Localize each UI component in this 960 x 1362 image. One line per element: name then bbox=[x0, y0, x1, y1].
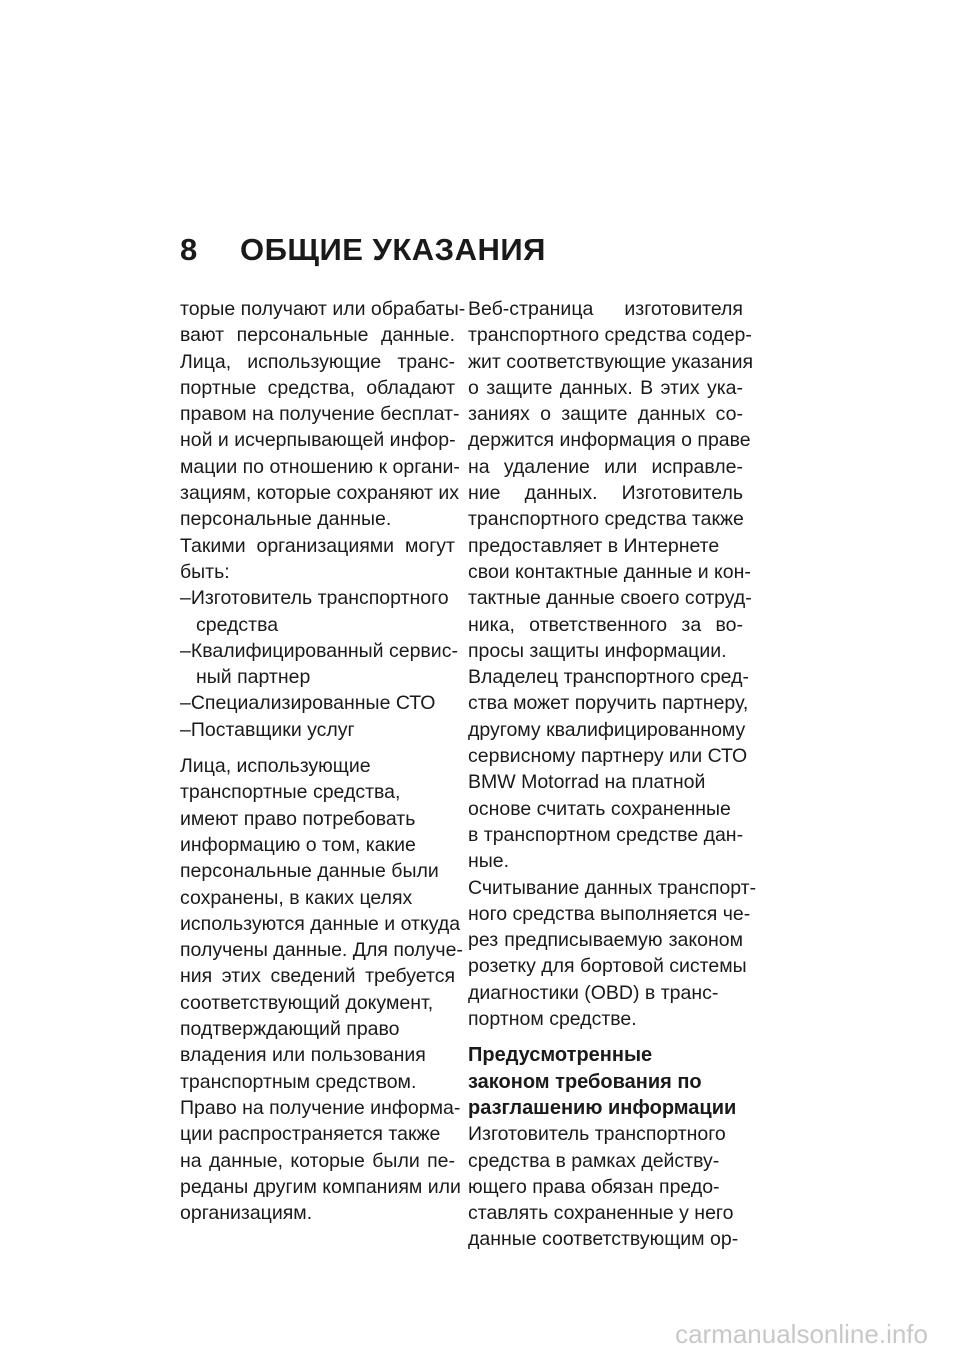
text-line: получены данные. Для получе- bbox=[180, 939, 463, 962]
text-line: Лица, использующие bbox=[180, 755, 371, 778]
text-line: средства bbox=[196, 613, 279, 636]
heading-line: разглашению информации bbox=[468, 1096, 737, 1119]
paragraph bbox=[180, 753, 463, 1226]
chapter-number: 8 bbox=[180, 232, 198, 267]
text-line: просы защиты информации. bbox=[468, 639, 727, 662]
text-line: портном средстве. bbox=[468, 1008, 637, 1031]
text-line: ный партнер bbox=[196, 666, 311, 689]
text-line: о защите данных. В этих ука- bbox=[468, 376, 743, 399]
paragraph bbox=[468, 1121, 743, 1252]
text-line: основе считать сохраненные bbox=[468, 797, 731, 820]
text-line: ющего права обязан предо- bbox=[468, 1175, 720, 1198]
text-line: свои контактные данные и кон- bbox=[468, 560, 751, 583]
text-line: портные средства, обладают bbox=[180, 376, 455, 399]
list-item bbox=[180, 690, 455, 716]
text-line: розетку для бортовой системы bbox=[468, 955, 747, 978]
text-line: транспортного средства также bbox=[468, 508, 744, 531]
text-line: ства может поручить партнеру, bbox=[468, 692, 749, 715]
text-line: –Поставщики услуг bbox=[180, 718, 355, 741]
text-line: ника, ответственного за во- bbox=[468, 613, 743, 636]
text-line: –Специализированные СТО bbox=[180, 692, 436, 715]
text-line: зациям, которые сохраняют их bbox=[180, 482, 460, 505]
list-item bbox=[180, 717, 455, 743]
text-line: Лица, использующие транс- bbox=[180, 350, 455, 373]
text-line: информацию о том, какие bbox=[180, 833, 416, 856]
heading-line: законом требования по bbox=[468, 1070, 702, 1093]
text-line: мации по отношению к органи- bbox=[180, 455, 460, 478]
text-line: Изготовитель транспортного bbox=[468, 1123, 726, 1146]
text-line: организациям. bbox=[180, 1202, 313, 1225]
text-line: данные соответствующим ор- bbox=[468, 1228, 739, 1251]
text-line: BMW Motorrad на платной bbox=[468, 771, 706, 794]
text-line: торые получают или обрабаты- bbox=[180, 298, 466, 320]
text-line: на данные, которые были пе- bbox=[180, 1149, 455, 1172]
text-line: ного средства выполняется че- bbox=[468, 902, 751, 925]
paragraph bbox=[180, 296, 466, 585]
text-line: владения или пользования bbox=[180, 1044, 426, 1067]
text-line: ние данных. Изготовитель bbox=[468, 482, 743, 505]
dash-list bbox=[180, 585, 458, 743]
text-line: тактные данные своего сотруд- bbox=[468, 587, 752, 610]
text-line: ные. bbox=[468, 850, 510, 873]
text-line: Владелец транспортного сред- bbox=[468, 666, 749, 689]
text-line: держится информация о праве bbox=[468, 429, 751, 452]
text-line: средства в рамках действу- bbox=[468, 1149, 720, 1172]
heading-line: Предусмотренные bbox=[468, 1044, 653, 1067]
text-line: правом на получение бесплат- bbox=[180, 403, 460, 426]
text-line: Такими организациями могут bbox=[180, 534, 455, 557]
text-line: Право на получение информа- bbox=[180, 1096, 461, 1119]
text-line: предоставляет в Интернете bbox=[468, 534, 720, 557]
paragraph bbox=[468, 296, 757, 1032]
text-line: реданы другим компаниям или bbox=[180, 1175, 461, 1198]
paragraph-gap bbox=[468, 1032, 743, 1042]
text-line: сохранены, в каких целях bbox=[180, 886, 413, 909]
list-item bbox=[180, 638, 458, 691]
right-column bbox=[468, 296, 757, 1253]
left-column bbox=[180, 296, 466, 1226]
text-line: подтверждающий право bbox=[180, 1018, 400, 1041]
text-line: на удаление или исправле- bbox=[468, 455, 743, 478]
text-line: быть: bbox=[180, 560, 230, 583]
text-line: транспортным средством. bbox=[180, 1070, 417, 1093]
text-line: персональные данные были bbox=[180, 860, 439, 883]
text-line: –Квалифицированный сервис- bbox=[180, 639, 458, 662]
text-line: рез предписываемую законом bbox=[468, 929, 743, 952]
text-line: ции распространяется также bbox=[180, 1123, 441, 1146]
text-line: ния этих сведений требуется bbox=[180, 965, 455, 988]
page-title bbox=[180, 232, 546, 268]
text-line: заниях о защите данных со- bbox=[468, 403, 743, 426]
text-line: жит соответствующие указания bbox=[468, 350, 754, 373]
paragraph-gap bbox=[180, 743, 455, 753]
text-line: диагностики (OBD) в транс- bbox=[468, 981, 719, 1004]
list-item bbox=[180, 585, 455, 638]
text-line: другому квалифицированному bbox=[468, 718, 746, 741]
chapter-title: ОБЩИЕ УКАЗАНИЯ bbox=[240, 232, 546, 267]
text-line: в транспортном средстве дан- bbox=[468, 823, 744, 846]
text-line: используются данные и откуда bbox=[180, 912, 461, 935]
text-line: соответствующий документ, bbox=[180, 991, 434, 1014]
section-heading bbox=[468, 1042, 743, 1121]
text-line: персональные данные. bbox=[180, 508, 392, 531]
text-line: сервисному партнеру или СТО bbox=[468, 745, 748, 768]
text-line: Считывание данных транспорт- bbox=[468, 876, 757, 899]
text-line: транспортного средства содер- bbox=[468, 324, 752, 347]
text-line: Веб-страница изготовителя bbox=[468, 298, 743, 320]
text-line: имеют право потребовать bbox=[180, 807, 416, 830]
text-line: вают персональные данные. bbox=[180, 324, 455, 347]
watermark: carmanualsonline.info bbox=[675, 1319, 928, 1349]
text-line: транспортные средства, bbox=[180, 781, 401, 804]
text-line: ставлять сохраненные у него bbox=[468, 1202, 734, 1225]
text-line: –Изготовитель транспортного bbox=[180, 587, 449, 610]
text-line: ной и исчерпывающей инфор- bbox=[180, 429, 456, 452]
